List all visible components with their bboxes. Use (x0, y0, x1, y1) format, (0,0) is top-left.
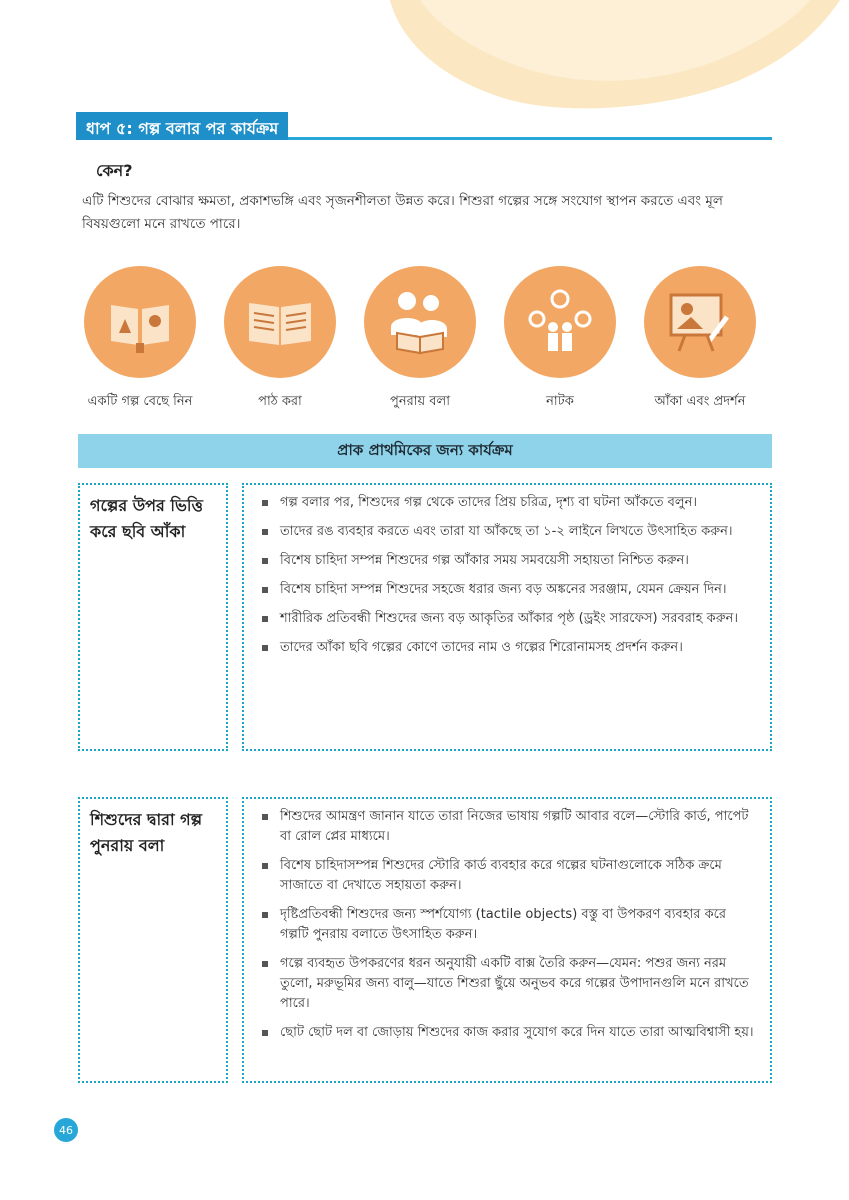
why-heading: কেন? (96, 161, 133, 180)
activity-list (258, 807, 756, 1043)
list-item: দৃষ্টিপ্রতিবন্ধী শিশুদের জন্য স্পর্শযোগ্য (tactile objects) বস্তু বা উপকরণ ব্যবহার করে গল্পটি পুনরায় বলাতে উৎসাহিত করুন। (258, 905, 756, 945)
activity-list (258, 493, 756, 658)
step-label: একটি গল্প বেছে নিন (87, 394, 193, 409)
step-retelling (350, 266, 490, 413)
band-title: প্রাক প্রাথমিকের জন্য কার্যক্রম (337, 440, 513, 459)
section-title: গল্পের উপর ভিত্তি করে ছবি আঁকা (90, 496, 203, 541)
step-label: আঁকা এবং প্রদর্শন (654, 394, 746, 409)
drawing-board-icon (644, 266, 756, 378)
list-item: গল্প বলার পর, শিশুদের গল্প থেকে তাদের প্রিয় চরিত্র, দৃশ্য বা ঘটনা আঁকতে বলুন। (258, 493, 756, 513)
section-content-box (242, 797, 772, 1083)
list-item: তাদের রঙ ব্যবহার করতে এবং তারা যা আঁকছে তা ১-২ লাইনে লিখতে উৎসাহিত করুন। (258, 522, 756, 542)
step-drawing (630, 266, 770, 413)
step-label: পুনরায় বলা (390, 394, 450, 409)
section-title: শিশুদের দ্বারা গল্প পুনরায় বলা (90, 810, 203, 855)
list-item: বিশেষ চাহিদাসম্পন্ন শিশুদের স্টোরি কার্ড ব্যবহার করে গল্পের ঘটনাগুলোকে সঠিক ক্রমে সাজাতে বা দেখাতে সহায়তা করুন। (258, 856, 756, 896)
section-content-box (242, 483, 772, 751)
step-drama (490, 266, 630, 413)
why-paragraph: এটি শিশুদের বোঝার ক্ষমতা, প্রকাশভঙ্গি এবং সৃজনশীলতা উন্নত করে। শিশুরা গল্পের সঙ্গে সংযোগ স্থাপন করতে এবং মূল বিষয়গুলো মনে রাখতে পারে। (82, 193, 723, 232)
step-label: পাঠ করা (258, 394, 302, 409)
list-item: গল্পে ব্যবহৃত উপকরণের ধরন অনুযায়ী একটি বাক্স তৈরি করুন—যেমন: পশুর জন্য নরম তুলো, মরুভূমির জন্য বালু—যাতে শিশুরা ছুঁয়ে অনুভব করে গল্পের উপাদানগুলি মনে রাখতে পারে। (258, 954, 756, 1014)
list-item: তাদের আঁকা ছবি গল্পের কোণে তাদের নাম ও গল্পের শিরোনামসহ প্রদর্শন করুন। (258, 638, 756, 658)
step-header (76, 112, 772, 142)
decorative-wave (380, 0, 849, 115)
list-item: শিশুদের আমন্ত্রণ জানান যাতে তারা নিজের ভাষায় গল্পটি আবার বলে—স্টোরি কার্ড, পাপেট বা রোল প্লের মাধ্যমে। (258, 807, 756, 847)
step-choose-story (70, 266, 210, 413)
storybook-icon (84, 266, 196, 378)
step-title: ধাপ ৫: গল্প বলার পর কার্যক্রম (76, 112, 288, 140)
preprimary-activities-band (78, 434, 772, 468)
reading-children-icon (364, 266, 476, 378)
step-reading (210, 266, 350, 413)
section-title-box (78, 483, 228, 751)
open-book-icon (224, 266, 336, 378)
list-item: বিশেষ চাহিদা সম্পন্ন শিশুদের গল্প আঁকার সময় সমবয়েসী সহায়তা নিশ্চিত করুন। (258, 551, 756, 571)
drama-children-icon (504, 266, 616, 378)
section-title-box (78, 797, 228, 1083)
list-item: বিশেষ চাহিদা সম্পন্ন শিশুদের সহজে ধরার জন্য বড় অঙ্কনের সরঞ্জাম, যেমন ক্রেয়ন দিন। (258, 580, 756, 600)
list-item: ছোট ছোট দল বা জোড়ায় শিশুদের কাজ করার সুযোগ করে দিন যাতে তারা আত্মবিশ্বাসী হয়। (258, 1023, 756, 1043)
step-label: নাটক (546, 394, 574, 409)
process-steps (70, 266, 790, 416)
list-item: শারীরিক প্রতিবন্ধী শিশুদের জন্য বড় আকৃতির আঁকার পৃষ্ঠ (ড্রইং সারফেস) সরবরাহ করুন। (258, 609, 756, 629)
page-number: 46 (54, 1118, 78, 1142)
